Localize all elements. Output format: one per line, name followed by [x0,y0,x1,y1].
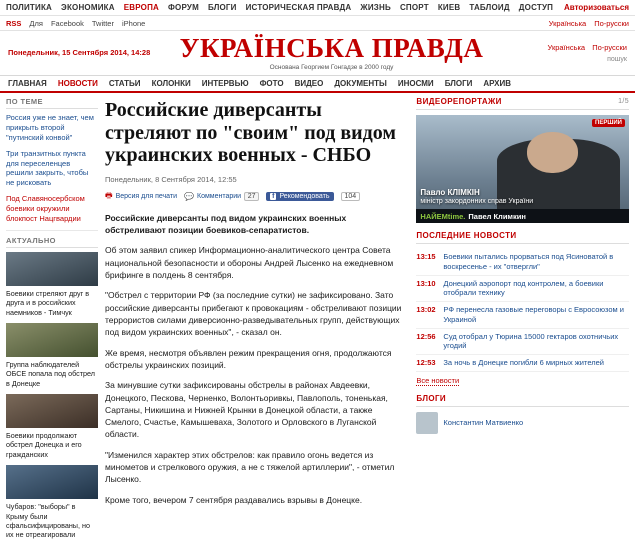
list-item[interactable] [416,412,629,434]
list-item[interactable] [6,323,98,388]
news-headline[interactable]: РФ перенесла газовые переговоры с Евросоюзом и Украиной [443,305,624,324]
related-link-1[interactable]: Три транзитных пункта для переселенцев решили закрыть, чтобы не рисковать [6,148,89,188]
blogs-section-label: БЛОГИ [416,393,447,403]
printer-icon: 🖶 [105,190,113,200]
facebook-count: 104 [341,192,361,201]
article-paragraph: Же время, несмотря объявлен режим прекращения огня, продолжаются обстрелы украинских позиций. [105,347,392,370]
language-switcher [507,43,627,63]
news-headline[interactable]: Суд отобрал у Тюрина 15000 гектаров охотничьих угодий [443,331,619,351]
video-player[interactable] [416,115,629,223]
menu-item-video[interactable]: ВИДЕО [294,79,324,88]
related-section-title: ПО ТЕМЕ [6,97,98,109]
menu-item-archive[interactable]: АРХИВ [483,79,512,88]
search-input[interactable]: пошук [607,56,627,63]
menu-item-columns[interactable]: КОЛОНКИ [151,79,191,88]
page-title: Российские диверсанты стреляют по "своим" под видом украинских военных - СНБО [105,99,396,167]
menu-item-news[interactable]: НОВОСТИ [57,79,98,88]
topnav-item-2[interactable]: ЕВРОПА [123,3,160,12]
video-guest-name: Павел Климкин [468,211,526,221]
news-headline[interactable]: Боевики пытались прорваться под Ясиноватой в воскресенье - их "отвергли" [443,252,614,271]
subnav-facebook[interactable]: Facebook [50,18,84,28]
subnav-for[interactable]: Для [29,18,43,28]
topnav-item-6[interactable]: ЖИЗНЬ [360,3,391,12]
all-news-link[interactable]: Все новости [416,375,460,385]
video-subject-head [527,132,578,173]
video-section-label: ВИДЕОРЕПОРТАЖИ [416,97,502,106]
subnav-rss[interactable]: RSS [6,18,22,28]
subnav-twitter[interactable]: Twitter [91,18,114,28]
masthead [0,31,635,75]
print-button[interactable] [105,190,177,204]
actual-caption-3: Чубаров: "выборы" в Крыму были сфальсифицированы, но их не отреагировали [6,502,90,540]
related-link-0[interactable]: Россия уже не знает, чем прикрыть второй "путинский конвой" [6,113,94,142]
video-person-name: Павло КЛІМКІН [420,188,480,198]
list-item[interactable] [416,355,629,372]
lang-ru[interactable]: По-русски [592,43,627,52]
topnav-item-3[interactable]: ФОРУМ [168,3,199,12]
current-date: Понедельник, 15 Сентября 2014, 14:28 [8,48,151,58]
topnav-item-10[interactable]: ДОСТУП [518,3,554,12]
news-headline[interactable]: Донецкий аэропорт под контролем, а боевики отобрали технику [443,278,604,298]
topnav-item-9[interactable]: ТАБЛОИД [469,3,510,12]
comment-icon: 💬 [184,192,194,202]
print-label: Версия для печати [115,193,178,201]
topnav-item-0[interactable]: ПОЛИТИКА [6,3,53,12]
actual-section-title: АКТУАЛЬНО [6,236,98,248]
login-link[interactable]: Авторизоваться [564,3,629,12]
article-paragraph: За минувшие сутки зафиксированы обстрелы в районах Авдеевки, Донецкого, Пескова, Черненко, Волонтьоривкы, Павлополь, тоненькая, Сартаны, Никишина и Нижней Крынки в Донецкой области, а также Смелого, Счастье, Камышеваха, Золотого и Орловского в Луганской области. [105,380,388,440]
news-headline[interactable]: За ночь в Донецке погибли 6 мирных жителей [443,358,604,367]
thumbnail-image [6,323,98,357]
site-logo-text: УКРАЇНСЬКА ПРАВДА [179,33,484,63]
list-item[interactable] [416,329,629,356]
main-menu [0,75,635,93]
subnav-iphone[interactable]: iPhone [121,18,146,28]
news-time: 13:10 [416,278,436,288]
menu-item-articles[interactable]: СТАТЬИ [108,79,141,88]
list-item[interactable] [416,302,629,329]
blogs-section-title [416,394,629,407]
video-pager[interactable]: 1/5 [618,98,629,105]
content-area [0,93,635,546]
news-time: 13:02 [416,305,436,314]
comments-label: Комментарии [197,193,242,201]
left-sidebar [6,97,98,546]
article-paragraph: Об этом заявил спикер Информационно-аналитического центра Совета национальной безопасности и обороны Андрей Лысенко на ежедневном брифинге в полдень 8 сентября. [105,245,394,281]
video-caption [420,188,533,207]
news-time: 12:56 [416,331,436,341]
list-item[interactable] [6,394,98,459]
topnav-item-5[interactable]: ИСТОРИЧЕСКАЯ ПРАВДА [245,3,352,12]
facebook-recommend-button[interactable] [266,192,333,201]
article-toolbar [105,190,409,204]
site-logo[interactable] [156,35,507,71]
lang-ua-link[interactable]: Українська [548,18,587,28]
actual-caption-2: Боевики продолжают обстрел Донецка и его гражданских [6,431,82,459]
thumbnail-image [6,394,98,428]
menu-item-blogs[interactable]: БЛОГИ [444,79,473,88]
article-paragraph: Кроме того, вечером 7 сентября раздавались взрывы в Донецке. [105,494,363,505]
video-section-title [416,97,629,110]
video-show-name: НАЙЕМtime. [420,211,466,221]
blog-author-name[interactable]: Константин Матвиенко [443,418,524,428]
menu-item-home[interactable]: ГЛАВНАЯ [8,79,47,88]
facebook-label: Рекомендовать [279,193,330,201]
topnav-item-1[interactable]: ЭКОНОМИКА [61,3,115,12]
site-tagline: Основана Георгием Гонгадзе в 2000 году [269,64,394,71]
list-item[interactable] [6,465,98,539]
menu-item-inosmi[interactable]: ИНОСМИ [397,79,434,88]
article-paragraph: Российские диверсанты под видом украинских военных обстреливают позиции боевиков-сепаратистов. [105,212,347,236]
news-section-title [416,231,629,244]
topnav-item-8[interactable]: КИЕВ [437,3,461,12]
comments-count: 27 [244,192,259,201]
news-time: 12:53 [416,358,436,367]
article-paragraph: "Обстрел с территории РФ (за последние сутки) не зафиксировано. Зато российские диверсанты прибегают к провокациям - обстреливают позиции террористов силами диверсионно-разведывательных групп, действующих под видом украинских военных", - сказал он. [105,290,402,338]
right-sidebar [416,97,629,546]
top-navigation [0,0,635,16]
actual-caption-0: Боевики стреляют друг в друга и в российских наемников - Тимчук [6,288,90,317]
channel-badge: ПЕРШИЙ [592,119,625,127]
thumbnail-image [6,252,98,286]
avatar [416,412,438,434]
facebook-icon: f [272,193,275,201]
topnav-item-7[interactable]: СПОРТ [399,3,429,12]
video-title-bar [416,209,629,223]
actual-caption-1: Группа наблюдателей ОБСЕ попала под обстрел в Донецке [6,359,95,388]
lang-ru-link[interactable]: По-русски [594,18,629,28]
topnav-item-4[interactable]: БЛОГИ [207,3,237,12]
article-column [105,97,409,546]
news-time: 13:15 [416,252,436,261]
news-section-label: ПОСЛЕДНИЕ НОВОСТИ [416,231,517,240]
list-item[interactable] [6,252,98,317]
article-timestamp: Понедельник, 8 Сентября 2014, 12:55 [105,174,237,184]
video-person-role: міністр закордонних справ України [420,198,534,206]
menu-item-photo[interactable]: ФОТО [259,79,284,88]
menu-item-interview[interactable]: ИНТЕРВЬЮ [201,79,249,88]
sub-navigation [0,16,635,31]
comments-button[interactable] [184,192,259,201]
lang-ua[interactable]: Українська [547,43,586,52]
article-paragraph: "Изменился характер этих обстрелов: как правило огонь ведется из минометов и стрелкового оружия, а не с тяжелой артиллерии", - отметил Лысенко. [105,449,395,485]
thumbnail-image [6,465,98,499]
menu-item-documents[interactable]: ДОКУМЕНТЫ [334,79,387,88]
list-item[interactable] [416,276,629,303]
related-link-2[interactable]: Под Славяносербском боевики окружили блокпост Нацгвардии [6,194,85,224]
divider [6,230,98,231]
list-item[interactable] [416,249,629,276]
